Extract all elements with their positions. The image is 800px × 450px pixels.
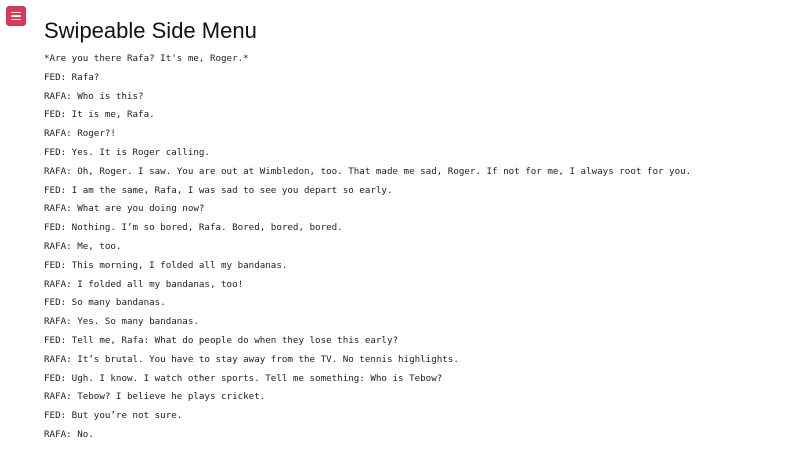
- dialogue-line: FED: It is me, Rafa.: [44, 109, 155, 121]
- dialogue-line: FED: Yes. It is Roger calling.: [44, 146, 210, 158]
- dialogue-content: [44, 50, 691, 445]
- dialogue-line: RAFA: No.: [44, 428, 94, 440]
- dialogue-line: RAFA: Who is this?: [44, 90, 144, 102]
- dialogue-line: *Are you there Rafa? It's me, Roger.*: [44, 53, 249, 64]
- dialogue-line: FED: Rafa?: [44, 71, 100, 83]
- dialogue-line: FED: Ugh. I know. I watch other sports. Tell me something: Who is Tebow?: [44, 372, 443, 384]
- dialogue-line: RAFA: Oh, Roger. I saw. You are out at Wimbledon, too. That made me sad, Roger. If not for me, I always root for you.: [44, 165, 692, 177]
- dialogue-line: RAFA: I folded all my bandanas, too!: [44, 278, 244, 290]
- page-title: Swipeable Side Menu: [44, 18, 257, 43]
- dialogue-line: FED: But you’re not sure.: [44, 410, 183, 422]
- hamburger-menu-icon-bar: [11, 15, 21, 17]
- dialogue-line: FED: So many bandanas.: [44, 297, 166, 309]
- hamburger-menu-icon: [11, 12, 21, 14]
- menu-toggle-button[interactable]: [6, 6, 26, 26]
- hamburger-menu-icon-bar: [11, 19, 21, 21]
- dialogue-line: FED: This morning, I folded all my bandanas.: [44, 259, 288, 271]
- dialogue-line: RAFA: Me, too.: [44, 240, 122, 252]
- dialogue-line: RAFA: Tebow? I believe he plays cricket.: [44, 391, 266, 403]
- dialogue-line: FED: Tell me, Rafa: What do people do when they lose this early?: [44, 334, 399, 346]
- dialogue-line: FED: I am the same, Rafa, I was sad to see you depart so early.: [44, 184, 393, 196]
- dialogue-line: FED: Nothing. I’m so bored, Rafa. Bored, bored, bored.: [44, 222, 343, 234]
- dialogue-line: RAFA: Yes. So many bandanas.: [44, 316, 199, 328]
- dialogue-line: RAFA: Roger?!: [44, 128, 116, 140]
- dialogue-line: RAFA: What are you doing now?: [44, 203, 205, 215]
- dialogue-line: RAFA: It’s brutal. You have to stay away from the TV. No tennis highlights.: [44, 353, 459, 365]
